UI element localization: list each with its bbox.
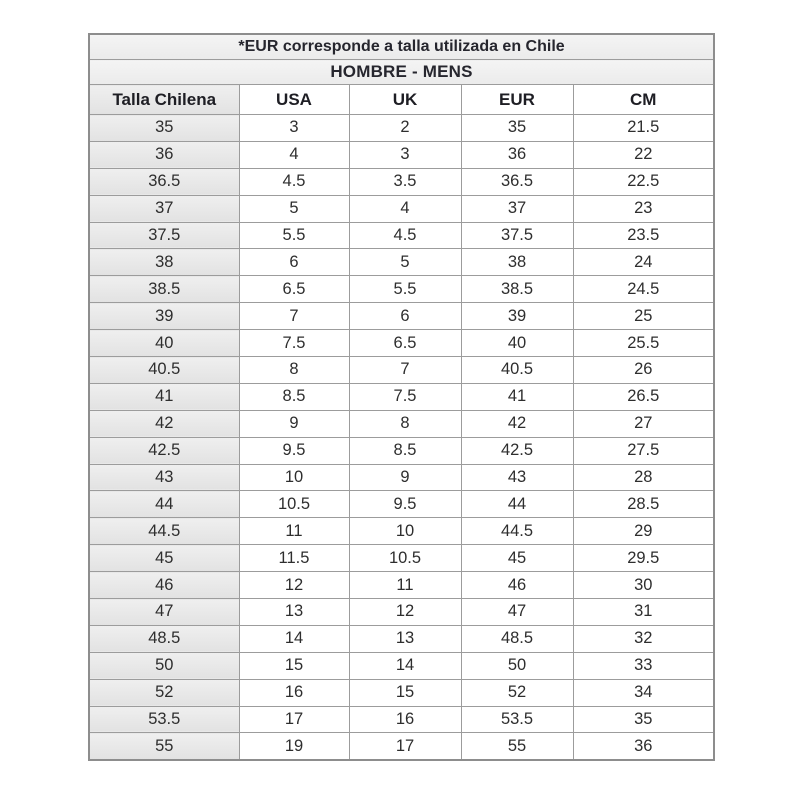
cm-cell: 23.5 [573, 222, 714, 249]
cm-cell: 21.5 [573, 115, 714, 142]
usa-cell: 17 [239, 706, 349, 733]
eur-cell: 50 [461, 652, 573, 679]
cm-cell: 31 [573, 599, 714, 626]
eur-cell: 41 [461, 383, 573, 410]
cm-cell: 27 [573, 410, 714, 437]
table-row [89, 222, 714, 249]
talla-chilena-cell: 52 [89, 679, 239, 706]
cm-cell: 22 [573, 141, 714, 168]
talla-chilena-cell: 36.5 [89, 168, 239, 195]
usa-cell: 8.5 [239, 383, 349, 410]
usa-cell: 7.5 [239, 330, 349, 357]
size-conversion-table [88, 33, 715, 761]
usa-cell: 4.5 [239, 168, 349, 195]
uk-cell: 13 [349, 625, 461, 652]
eur-cell: 36.5 [461, 168, 573, 195]
talla-chilena-cell: 44 [89, 491, 239, 518]
usa-cell: 5.5 [239, 222, 349, 249]
usa-cell: 3 [239, 115, 349, 142]
section-title: HOMBRE - MENS [89, 60, 714, 85]
cm-cell: 26 [573, 357, 714, 384]
talla-chilena-cell: 42.5 [89, 437, 239, 464]
uk-cell: 2 [349, 115, 461, 142]
usa-cell: 15 [239, 652, 349, 679]
cm-cell: 23 [573, 195, 714, 222]
eur-cell: 53.5 [461, 706, 573, 733]
talla-chilena-cell: 42 [89, 410, 239, 437]
uk-cell: 15 [349, 679, 461, 706]
eur-cell: 38 [461, 249, 573, 276]
cm-cell: 36 [573, 733, 714, 760]
cm-cell: 27.5 [573, 437, 714, 464]
table-body [89, 115, 714, 761]
uk-cell: 5.5 [349, 276, 461, 303]
eur-cell: 39 [461, 303, 573, 330]
talla-chilena-cell: 38 [89, 249, 239, 276]
cm-cell: 24.5 [573, 276, 714, 303]
usa-cell: 13 [239, 599, 349, 626]
eur-cell: 47 [461, 599, 573, 626]
table-row [89, 115, 714, 142]
note-row [89, 34, 714, 60]
talla-chilena-cell: 55 [89, 733, 239, 760]
cm-cell: 25 [573, 303, 714, 330]
table-note: *EUR corresponde a talla utilizada en Chile [89, 34, 714, 60]
talla-chilena-cell: 40 [89, 330, 239, 357]
eur-cell: 43 [461, 464, 573, 491]
table-row [89, 383, 714, 410]
uk-cell: 5 [349, 249, 461, 276]
uk-cell: 8.5 [349, 437, 461, 464]
talla-chilena-cell: 47 [89, 599, 239, 626]
table-row [89, 599, 714, 626]
uk-cell: 14 [349, 652, 461, 679]
column-header-usa: USA [239, 85, 349, 115]
usa-cell: 6.5 [239, 276, 349, 303]
uk-cell: 10.5 [349, 545, 461, 572]
usa-cell: 19 [239, 733, 349, 760]
uk-cell: 8 [349, 410, 461, 437]
usa-cell: 4 [239, 141, 349, 168]
talla-chilena-cell: 46 [89, 572, 239, 599]
usa-cell: 8 [239, 357, 349, 384]
table-row [89, 249, 714, 276]
usa-cell: 14 [239, 625, 349, 652]
uk-cell: 7 [349, 357, 461, 384]
eur-cell: 52 [461, 679, 573, 706]
table-row [89, 491, 714, 518]
eur-cell: 38.5 [461, 276, 573, 303]
table-row [89, 679, 714, 706]
cm-cell: 30 [573, 572, 714, 599]
talla-chilena-cell: 53.5 [89, 706, 239, 733]
eur-cell: 42.5 [461, 437, 573, 464]
uk-cell: 11 [349, 572, 461, 599]
cm-cell: 34 [573, 679, 714, 706]
eur-cell: 46 [461, 572, 573, 599]
uk-cell: 3.5 [349, 168, 461, 195]
table-row [89, 545, 714, 572]
column-header-talla-chilena: Talla Chilena [89, 85, 239, 115]
eur-cell: 42 [461, 410, 573, 437]
talla-chilena-cell: 48.5 [89, 625, 239, 652]
usa-cell: 10 [239, 464, 349, 491]
eur-cell: 55 [461, 733, 573, 760]
eur-cell: 45 [461, 545, 573, 572]
uk-cell: 6 [349, 303, 461, 330]
eur-cell: 37.5 [461, 222, 573, 249]
talla-chilena-cell: 40.5 [89, 357, 239, 384]
usa-cell: 6 [239, 249, 349, 276]
talla-chilena-cell: 44.5 [89, 518, 239, 545]
uk-cell: 3 [349, 141, 461, 168]
usa-cell: 9.5 [239, 437, 349, 464]
usa-cell: 7 [239, 303, 349, 330]
eur-cell: 36 [461, 141, 573, 168]
table-row [89, 625, 714, 652]
eur-cell: 37 [461, 195, 573, 222]
uk-cell: 12 [349, 599, 461, 626]
eur-cell: 40 [461, 330, 573, 357]
table-row [89, 464, 714, 491]
talla-chilena-cell: 38.5 [89, 276, 239, 303]
cm-cell: 28 [573, 464, 714, 491]
cm-cell: 25.5 [573, 330, 714, 357]
table-row [89, 357, 714, 384]
cm-cell: 35 [573, 706, 714, 733]
eur-cell: 48.5 [461, 625, 573, 652]
table-row [89, 168, 714, 195]
table-row [89, 572, 714, 599]
uk-cell: 7.5 [349, 383, 461, 410]
column-header-eur: EUR [461, 85, 573, 115]
cm-cell: 33 [573, 652, 714, 679]
table-row [89, 733, 714, 760]
cm-cell: 28.5 [573, 491, 714, 518]
table-row [89, 303, 714, 330]
talla-chilena-cell: 41 [89, 383, 239, 410]
cm-cell: 32 [573, 625, 714, 652]
uk-cell: 17 [349, 733, 461, 760]
cm-cell: 24 [573, 249, 714, 276]
cm-cell: 29.5 [573, 545, 714, 572]
uk-cell: 6.5 [349, 330, 461, 357]
usa-cell: 12 [239, 572, 349, 599]
uk-cell: 4.5 [349, 222, 461, 249]
column-header-uk: UK [349, 85, 461, 115]
uk-cell: 10 [349, 518, 461, 545]
uk-cell: 9 [349, 464, 461, 491]
column-header-row [89, 85, 714, 115]
cm-cell: 29 [573, 518, 714, 545]
talla-chilena-cell: 36 [89, 141, 239, 168]
talla-chilena-cell: 43 [89, 464, 239, 491]
table-row [89, 276, 714, 303]
table-row [89, 410, 714, 437]
column-header-cm: CM [573, 85, 714, 115]
cm-cell: 26.5 [573, 383, 714, 410]
table-row [89, 437, 714, 464]
cm-cell: 22.5 [573, 168, 714, 195]
eur-cell: 44 [461, 491, 573, 518]
talla-chilena-cell: 50 [89, 652, 239, 679]
uk-cell: 4 [349, 195, 461, 222]
usa-cell: 10.5 [239, 491, 349, 518]
talla-chilena-cell: 35 [89, 115, 239, 142]
table-row [89, 330, 714, 357]
usa-cell: 11 [239, 518, 349, 545]
table-row [89, 652, 714, 679]
talla-chilena-cell: 45 [89, 545, 239, 572]
usa-cell: 11.5 [239, 545, 349, 572]
talla-chilena-cell: 39 [89, 303, 239, 330]
talla-chilena-cell: 37 [89, 195, 239, 222]
usa-cell: 5 [239, 195, 349, 222]
eur-cell: 35 [461, 115, 573, 142]
table-row [89, 141, 714, 168]
table-row [89, 706, 714, 733]
uk-cell: 16 [349, 706, 461, 733]
table-row [89, 518, 714, 545]
talla-chilena-cell: 37.5 [89, 222, 239, 249]
eur-cell: 44.5 [461, 518, 573, 545]
table-row [89, 195, 714, 222]
section-title-row [89, 60, 714, 85]
usa-cell: 16 [239, 679, 349, 706]
eur-cell: 40.5 [461, 357, 573, 384]
uk-cell: 9.5 [349, 491, 461, 518]
usa-cell: 9 [239, 410, 349, 437]
